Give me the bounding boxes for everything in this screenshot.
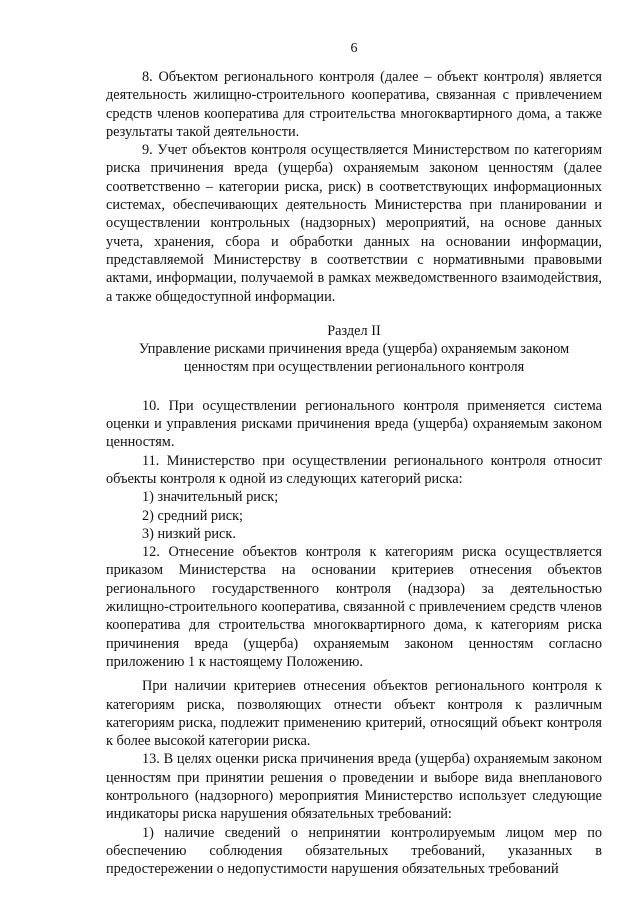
paragraph-criteria: При наличии критериев отнесения объектов регионального контроля к категориям риска, позволяющих отнести объект контроля к различным категориям риска, подлежит применению критерий, относящий объект контроля к более высокой категории риска. — [106, 678, 602, 750]
paragraph-11: 11. Министерство при осуществлении регионального контроля относит объекты контроля к одной из следующих категорий риска: — [106, 452, 602, 487]
paragraph-8: 8. Объектом регионального контроля (далее – объект контроля) является деятельность жилищно-строительного кооператива, связанная с привлечением средств членов кооператива для строительства многоквартирного дома, а также результаты такой деятельности. — [106, 69, 602, 140]
section-heading — [106, 322, 602, 377]
paragraph-9: 9. Учет объектов контроля осуществляется Министерством по категориям риска причинения вреда (ущерба) охраняемым законом ценностям (далее соответственно – категории риска, риск) в соответствующих информационных системах, обеспечивающих деятельность Министерства при планировании и осуществлении контрольных (надзорных) мероприятий, на основе данных учета, хранения, сбора и обработки данных на основании информации, представляемой Министерству в соответствии с нормативными правовыми актами, информации, получаемой в рамках межведомственного взаимодействия, а также общедоступной информации. — [106, 142, 602, 305]
section-title-line2: ценностям при осуществлении регионального контроля — [183, 359, 525, 376]
page-number: 6 — [350, 41, 358, 56]
list-item-significant-risk: 1) значительный риск; — [142, 489, 279, 506]
paragraph-12: 12. Отнесение объектов контроля к категориям риска осуществляется приказом Министерства на основании критериев отнесения объектов регионального государственного контроля (надзора) за деятельностью жилищно-строительного кооператива, связанной с привлечением средств членов кооператива для строительства многоквартирного дома, к категориям риска причинения вреда (ущерба) охраняемым законом ценностям согласно приложению 1 к настоящему Положению. — [106, 544, 602, 670]
paragraph-13-item-1: 1) наличие сведений о непринятии контролируемым лицом мер по обеспечению соблюдения обязательных требований, указанных в предостережении о недопустимости нарушения обязательных требований — [106, 824, 602, 878]
paragraph-10: 10. При осуществлении регионального контроля применяется система оценки и управления рисками причинения вреда (ущерба) охраняемым законом ценностям. — [106, 397, 602, 451]
section-title-line1: Управление рисками причинения вреда (ущерба) охраняемым законом — [138, 341, 570, 358]
list-item-medium-risk: 2) средний риск; — [142, 507, 243, 524]
section-label: Раздел II — [327, 322, 381, 339]
paragraph-13: 13. В целях оценки риска причинения вреда (ущерба) охраняемым законом ценностям при принятии решения о проведении и выборе вида внепланового контрольного (надзорного) мероприятия Министерство использует следующие индикаторы риска нарушения обязательных требований: — [106, 751, 602, 823]
list-item-low-risk: 3) низкий риск. — [142, 525, 236, 542]
